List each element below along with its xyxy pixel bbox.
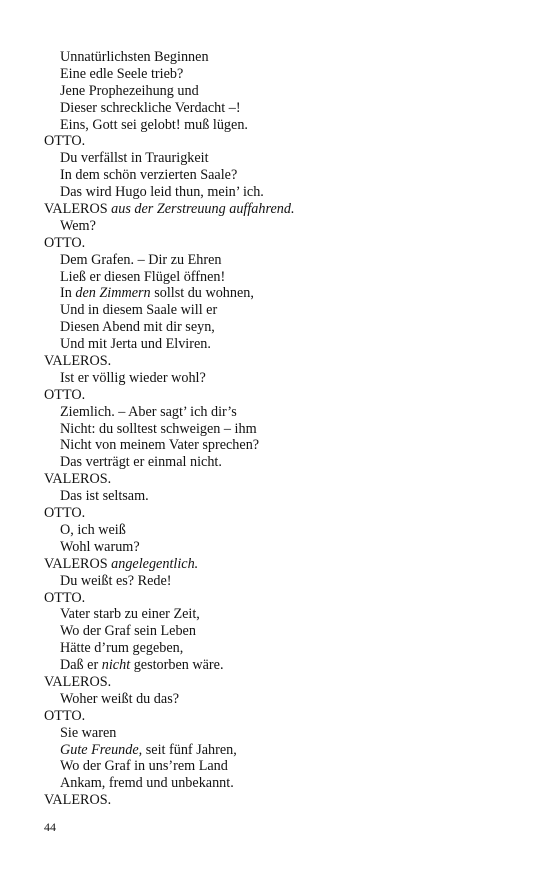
verse-line (44, 657, 514, 674)
line-text: Unnatürlichsten Beginnen (60, 49, 209, 65)
line-text: Woher weißt du das? (60, 690, 180, 707)
verse-line (44, 606, 514, 623)
verse-line (44, 319, 514, 336)
line-text: O, ich weiß (60, 521, 126, 538)
page-number: 44 (44, 820, 56, 834)
verse-line (44, 522, 514, 539)
verse-line (44, 775, 514, 792)
line-text: Und in diesem Saale will er (60, 302, 218, 319)
line-text: In dem schön verzierten Saale? (60, 167, 238, 184)
italic-text: aus der Zerstreuung auffahrend. (111, 201, 295, 218)
line-text: Eine edle Seele trieb? (60, 65, 184, 82)
verse-line (44, 252, 514, 269)
italic-text: Gute Freunde, (60, 741, 143, 758)
verse-line (44, 336, 514, 353)
line-text: Ankam, fremd und unbekannt. (60, 775, 234, 792)
line-text-tail: seit fünf Jahren, (142, 741, 237, 758)
italic-text: angelegentlich. (111, 555, 199, 572)
line-text: OTTO. (44, 234, 86, 251)
line-text: Wem? (60, 217, 96, 234)
line-text: Wo der Graf in uns’rem Land (60, 758, 228, 775)
verse-line (44, 117, 514, 134)
verse-line (44, 573, 514, 590)
line-text: In (60, 285, 76, 302)
line-text: Das wird Hugo leid thun, mein’ ich. (60, 184, 264, 201)
line-text: Eins, Gott sei gelobt! muß lügen. (60, 116, 248, 133)
verse-line (44, 437, 514, 454)
line-text: Und mit Jerta und Elviren. (60, 336, 211, 353)
line-text: Dieser schreckliche Verdacht –! (60, 99, 241, 116)
verse-line (44, 758, 514, 775)
text-block (44, 49, 514, 809)
verse-line (44, 421, 514, 438)
line-text: VALEROS (44, 201, 112, 218)
verse-line (44, 488, 514, 505)
line-text: VALEROS. (44, 353, 112, 370)
line-text: OTTO. (44, 133, 86, 150)
verse-line (44, 66, 514, 83)
italic-text: nicht (101, 657, 131, 674)
line-text: Ist er völlig wieder wohl? (60, 369, 206, 386)
speaker-name (44, 235, 514, 252)
verse-line (44, 725, 514, 742)
line-text: Sie waren (60, 724, 117, 741)
line-text: Du weißt es? Rede! (60, 572, 172, 589)
line-text: OTTO. (44, 707, 86, 724)
verse-line (44, 623, 514, 640)
line-text: VALEROS. (44, 673, 112, 690)
line-text: OTTO. (44, 505, 86, 522)
line-text-tail: gestorben wäre. (130, 657, 224, 674)
line-text: Nicht: du solltest schweigen – ihm (60, 420, 257, 437)
verse-line (44, 404, 514, 421)
line-text: Ziemlich. – Aber sagt’ ich dir’s (60, 403, 237, 420)
speaker-name (44, 201, 514, 218)
line-text: Wohl warum? (60, 538, 140, 555)
speaker-name (44, 387, 514, 404)
verse-line (44, 49, 514, 66)
line-text: VALEROS. (44, 471, 112, 488)
line-text: Wo der Graf sein Leben (60, 623, 196, 640)
verse-line (44, 370, 514, 387)
speaker-name (44, 471, 514, 488)
italic-text: den Zimmern (75, 285, 151, 302)
line-text: Du verfällst in Traurigkeit (60, 150, 209, 167)
verse-line (44, 691, 514, 708)
line-text: Das verträgt er einmal nicht. (60, 454, 222, 471)
line-text: Ließ er diesen Flügel öffnen! (60, 268, 226, 285)
verse-line (44, 184, 514, 201)
verse-line (44, 285, 514, 302)
verse-line (44, 742, 514, 759)
speaker-name (44, 590, 514, 607)
verse-line (44, 269, 514, 286)
line-text-tail: sollst du wohnen, (150, 285, 254, 302)
line-text: Vater starb zu einer Zeit, (60, 606, 200, 623)
line-text: Daß er (60, 657, 102, 674)
speaker-name (44, 505, 514, 522)
verse-line (44, 167, 514, 184)
line-text: OTTO. (44, 386, 86, 403)
verse-line (44, 100, 514, 117)
verse-line (44, 640, 514, 657)
line-text: Dem Grafen. – Dir zu Ehren (60, 251, 222, 268)
verse-line (44, 539, 514, 556)
line-text: VALEROS (44, 555, 112, 572)
verse-line (44, 218, 514, 235)
speaker-name (44, 674, 514, 691)
verse-line (44, 150, 514, 167)
speaker-name (44, 353, 514, 370)
speaker-name (44, 133, 514, 150)
line-text: Diesen Abend mit dir seyn, (60, 319, 215, 336)
line-text: Jene Prophezeihung und (60, 82, 199, 99)
line-text: Hätte d’rum gegeben, (60, 640, 184, 657)
verse-line (44, 83, 514, 100)
line-text: VALEROS. (44, 792, 112, 809)
speaker-name (44, 792, 514, 809)
speaker-name (44, 556, 514, 573)
verse-line (44, 302, 514, 319)
verse-line (44, 454, 514, 471)
line-text: OTTO. (44, 589, 86, 606)
line-text: Das ist seltsam. (60, 488, 149, 505)
speaker-name (44, 708, 514, 725)
line-text: Nicht von meinem Vater sprechen? (60, 437, 260, 454)
